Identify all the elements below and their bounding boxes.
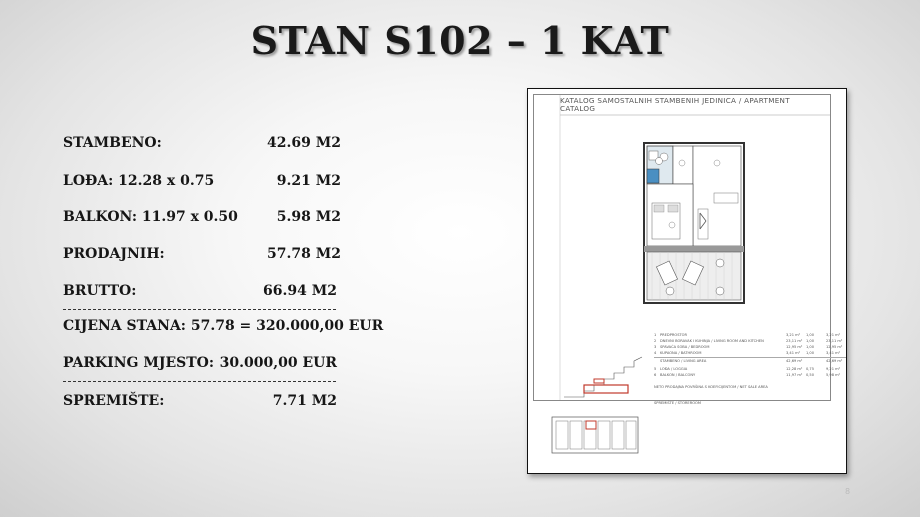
legend-total: 5,98 m² xyxy=(826,373,841,377)
legend-total: 3,41 m² xyxy=(826,351,841,355)
spec-value: 5.98 M2 xyxy=(276,209,341,225)
spec-value: 9.21 M2 xyxy=(276,173,341,189)
legend-row xyxy=(654,333,847,338)
legend-row xyxy=(654,373,847,378)
legend-number: 3 xyxy=(654,345,657,349)
spec-label: SPREMIŠTE: xyxy=(63,393,165,409)
legend-storage-text: SPREMIŠTE / STOREROOM xyxy=(654,401,701,405)
legend-number: 2 xyxy=(654,339,657,343)
legend-number: 1 xyxy=(654,333,657,337)
spec-value: 7.71 M2 xyxy=(272,393,337,409)
spec-label: BALKON: 11.97 x 0.50 xyxy=(63,209,238,225)
separator-line xyxy=(63,381,336,382)
legend-area: 12,28 m² xyxy=(786,367,803,371)
legend-number: 6 xyxy=(654,373,657,377)
legend-coef: 1,00 xyxy=(806,333,815,337)
building-plan-thumbnail xyxy=(528,407,846,474)
spec-label: PARKING MJESTO: xyxy=(63,355,215,371)
spec-label: PRODAJNIH: xyxy=(63,246,165,262)
legend-room: LOĐA / LOGGIA xyxy=(660,367,688,371)
page-number: 8 xyxy=(845,487,851,496)
legend-row xyxy=(654,359,847,364)
legend-area: 11,97 m² xyxy=(786,373,803,377)
legend-divider xyxy=(654,357,847,358)
legend-room: STAMBENO / LIVING AREA xyxy=(660,359,707,363)
legend-area: 12,95 m² xyxy=(786,345,803,349)
legend-total: 23,11 m² xyxy=(826,339,843,343)
legend-row xyxy=(654,367,847,372)
legend-row xyxy=(654,339,847,344)
legend-area: 42,69 m² xyxy=(786,359,803,363)
legend-area: 3,41 m² xyxy=(786,351,801,355)
legend-note xyxy=(654,385,847,390)
spec-value: 57.78 M2 xyxy=(267,246,341,262)
legend-room: DNEVNI BORAVAK I KUHINJA / LIVING ROOM AND KITCHEN xyxy=(660,339,764,343)
legend-room: SPAVAĆA SOBA / BEDROOM xyxy=(660,345,710,349)
legend-coef: 1,00 xyxy=(806,339,815,343)
legend-area: 3,21 m² xyxy=(786,333,801,337)
legend-total: 9,21 m² xyxy=(826,367,841,371)
legend-note-text: NETO PRODAJNA POVRŠINA S KOEFICIJENTOM / NET SALE AREA xyxy=(654,385,768,389)
catalog-frame xyxy=(533,94,843,405)
price-line: CIJENA STANA: 57.78 = 320.000,00 EUR xyxy=(63,318,384,334)
spec-label: LOĐA: 12.28 x 0.75 xyxy=(63,173,215,189)
legend-coef: 0,75 xyxy=(806,367,815,371)
spec-value: 42.69 M2 xyxy=(267,135,341,151)
legend-total: 42,69 m² xyxy=(826,359,843,363)
spec-label: BRUTTO: xyxy=(63,283,137,299)
legend-row xyxy=(654,351,847,356)
legend-coef: 1,00 xyxy=(806,351,815,355)
legend-number: 5 xyxy=(654,367,657,371)
spec-value: 30.000,00 EUR xyxy=(219,355,337,371)
spec-value: 66.94 M2 xyxy=(263,283,337,299)
legend-row xyxy=(654,345,847,350)
catalog-header: KATALOG SAMOSTALNIH STAMBENIH JEDINICA / APARTMENT CATALOG xyxy=(560,96,790,113)
legend-total: 12,95 m² xyxy=(826,345,843,349)
page-title: STAN S102 – 1 KAT xyxy=(250,18,670,63)
legend-total: 3,21 m² xyxy=(826,333,841,337)
legend-area: 23,11 m² xyxy=(786,339,803,343)
legend-room: BALKON / BALCONY xyxy=(660,373,696,377)
separator-line xyxy=(63,309,336,310)
legend-coef: 0,50 xyxy=(806,373,815,377)
legend-coef: 1,00 xyxy=(806,345,815,349)
legend-number: 4 xyxy=(654,351,657,355)
floor-plan-document xyxy=(527,88,847,474)
legend-storage xyxy=(654,401,847,406)
spec-label: STAMBENO: xyxy=(63,135,162,151)
legend-room: KUPAONA / BATHROOM xyxy=(660,351,702,355)
legend-room: PREDPROSTOR xyxy=(660,333,687,337)
